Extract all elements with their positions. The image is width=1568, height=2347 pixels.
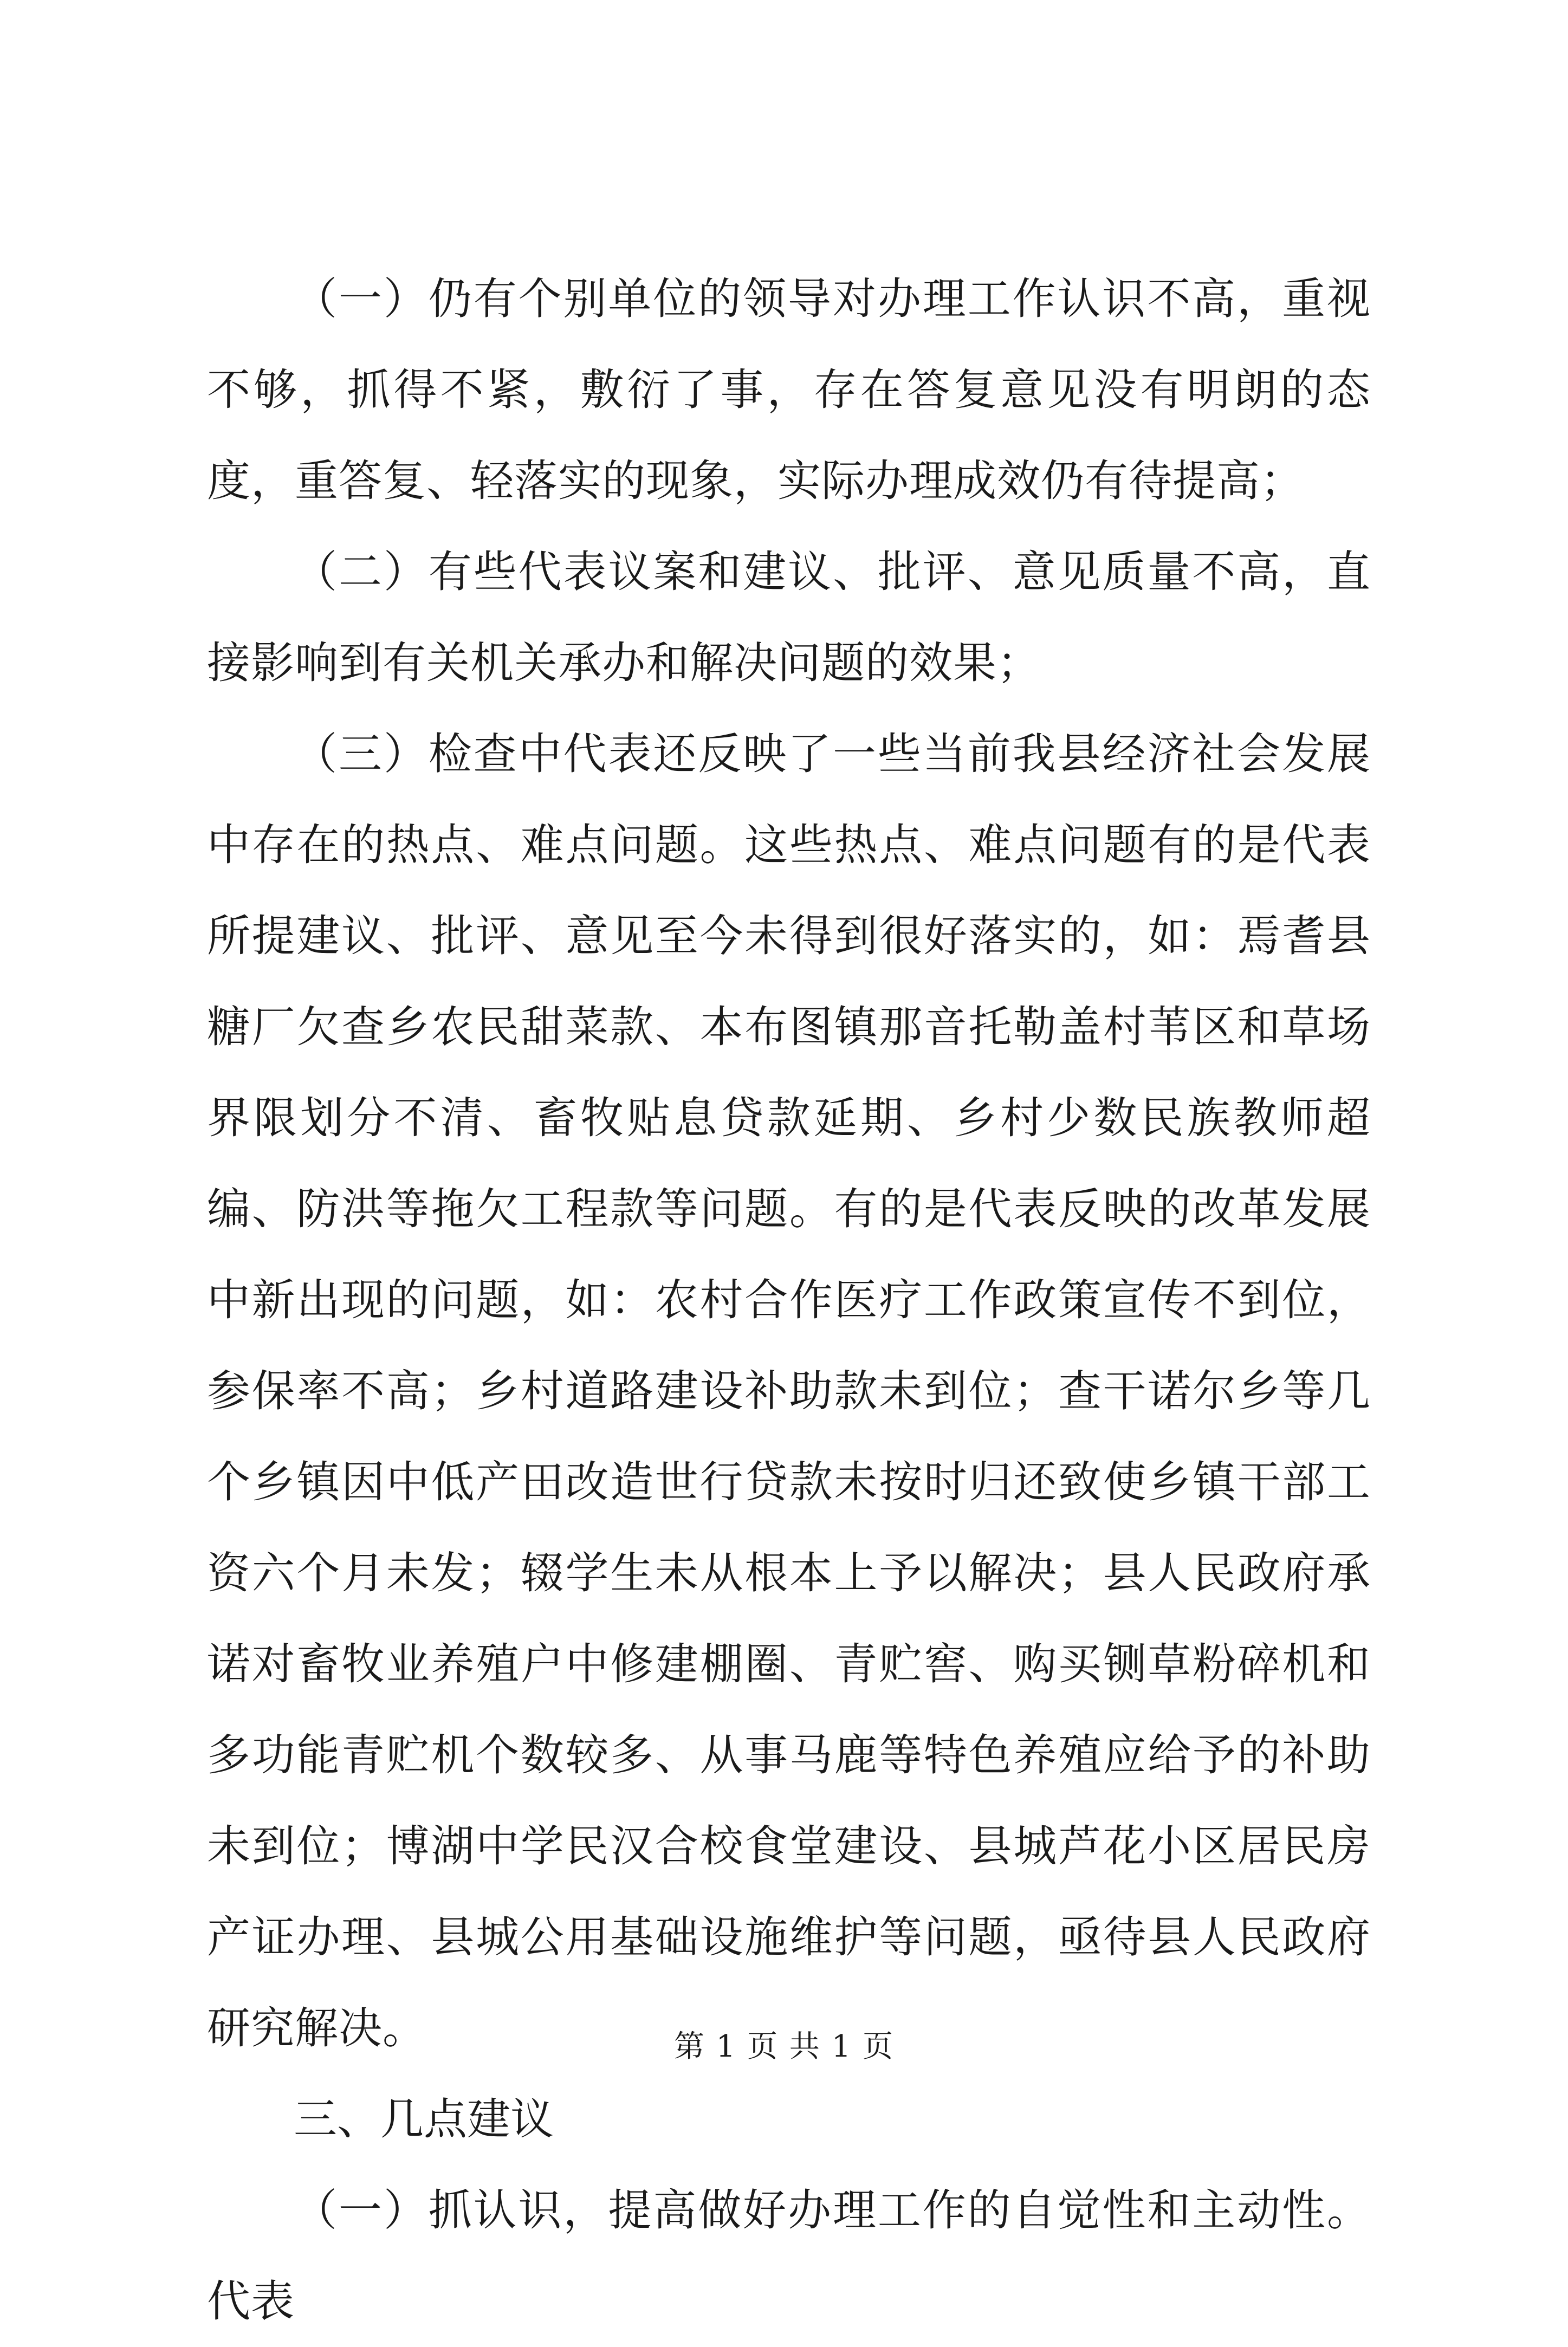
- section-heading: 三、几点建议: [294, 2094, 554, 2144]
- paragraph-1: （一）仍有个别单位的领导对办理工作认识不高，重视不够，抓得不紧，敷衍了事，存在答复意见没有明朗的态度，重答复、轻落实的现象，实际办理成效仍有待提高；: [207, 274, 1371, 506]
- page-footer: 第 1 页 共 1 页: [673, 2029, 895, 2064]
- paragraph-4: （一）抓认识，提高做好办理工作的自觉性和主动性。代表: [207, 2185, 1371, 2326]
- paragraph-3: （三）检查中代表还反映了一些当前我县经济社会发展中存在的热点、难点问题。这些热点、难点问题有的是代表所提建议、批评、意见至今未得到很好落实的，如：焉耆县糖厂欠查乡农民甜菜款、本布图镇那音托勒盖村苇区和草场界限划分不清、畜牧贴息贷款延期、乡村少数民族教师超编、防洪等拖欠工程款等问题。有的是代表反映的改革发展中新出现的问题，如：农村合作医疗工作政策宣传不到位，参保率不高；乡村道路建设补助款未到位；查干诺尔乡等几个乡镇因中低产田改造世行贷款未按时归还致使乡镇干部工资六个月未发；辍学生未从根本上予以解决；县人民政府承诺对畜牧业养殖户中修建棚圈、青贮窖、购买铡草粉碎机和多功能青贮机个数较多、从事马鹿等特色养殖应给予的补助未到位；博湖中学民汉合校食堂建设、县城芦花小区居民房产证办理、县城公用基础设施维护等问题，亟待县人民政府研究解决。: [207, 729, 1371, 2053]
- paragraph-2: （二）有些代表议案和建议、批评、意见质量不高，直接影响到有关机关承办和解决问题的效果；: [207, 547, 1371, 688]
